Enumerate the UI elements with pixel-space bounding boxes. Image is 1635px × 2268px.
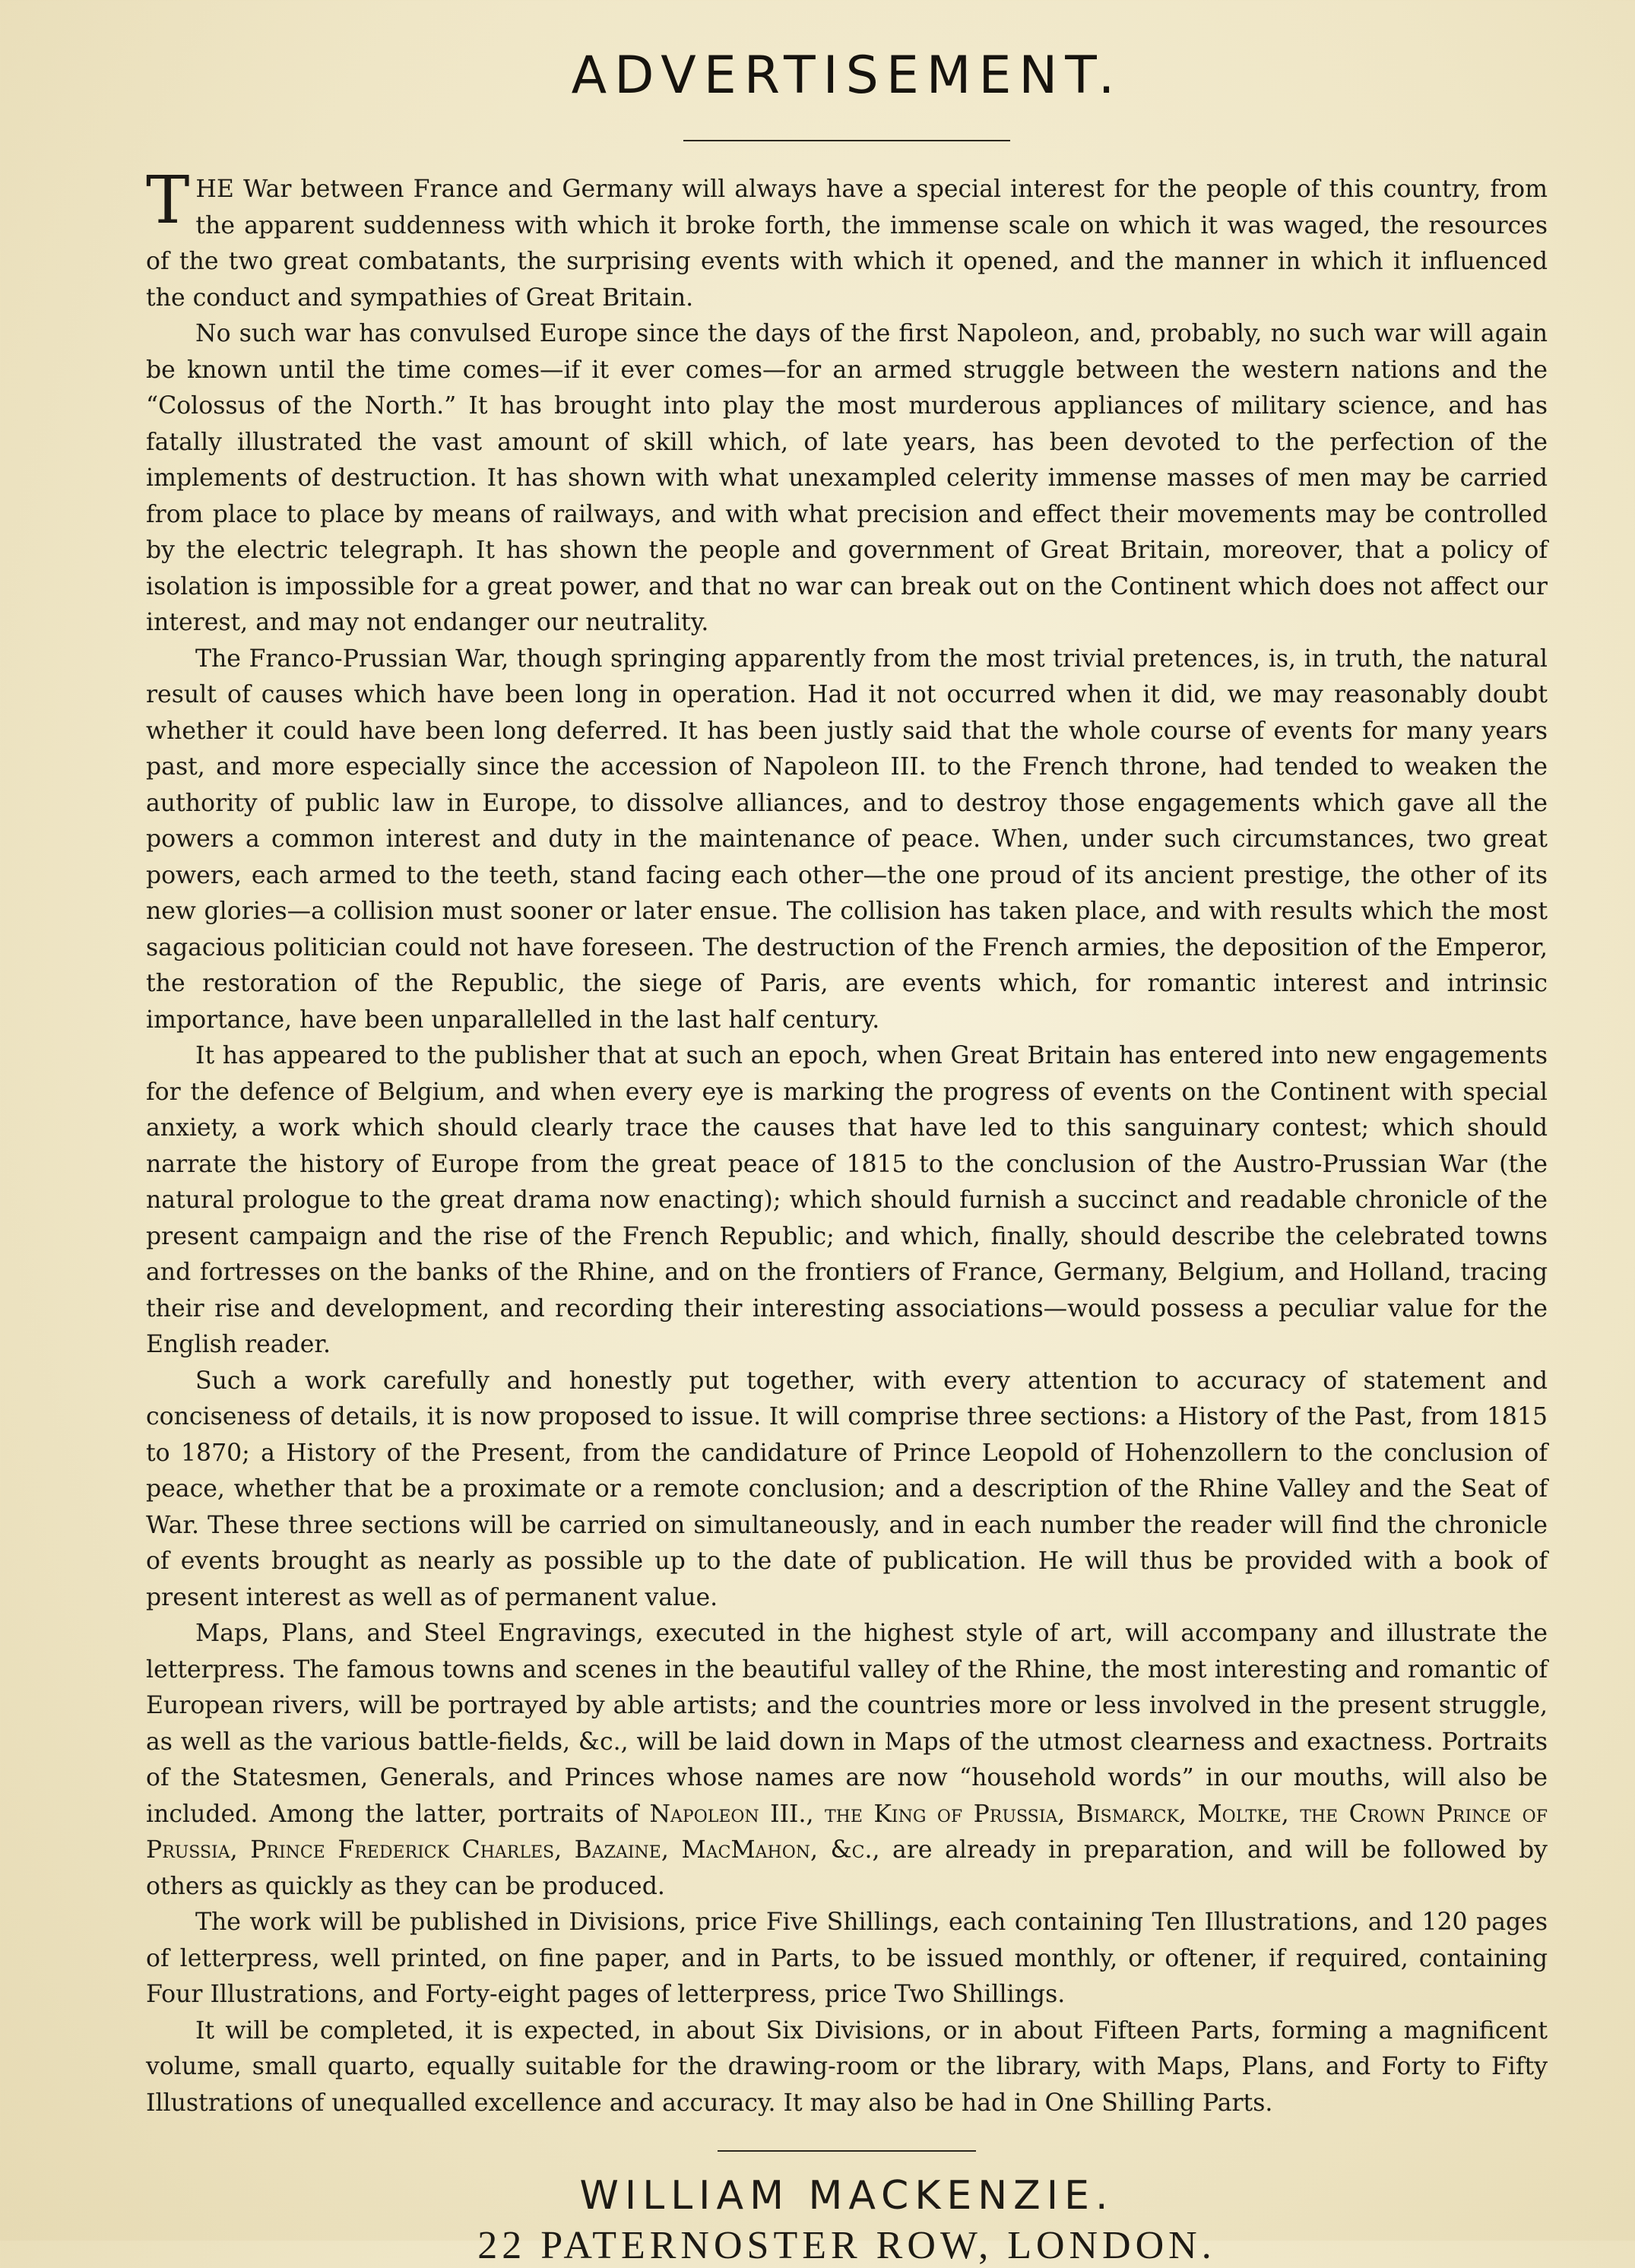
- page-title: ADVERTISEMENT.: [571, 46, 1123, 106]
- paragraph-1: [146, 163, 1548, 316]
- portrait-names: Napoleon III., the King of Prussia, Bismarck, Moltke, the Crown Prince of Prussia, Prince Frederick Charles, Bazaine, MacMahon, &c.: [146, 1800, 1548, 1864]
- footer-rule: [718, 2150, 976, 2152]
- paragraph-6-text-a: Maps, Plans, and Steel Engravings, executed in the highest style of art, will accompany and illustrate the letterpress. The famous towns and scenes in the beautiful valley of the Rhine, the most interesting and romantic of European rivers, will be portrayed by able artists; and the countries more or less involved in the present struggle, as well as the various battle-fields, &c., will be laid down in Maps of the utmost clearness and exactness. Portraits of the Statesmen, Generals, and Princes whose names are now “household words” in our mouths, will also be included. Among the latter, portraits of: [146, 1620, 1548, 1828]
- publisher-address: 22 PATERNOSTER ROW, LONDON.: [477, 2224, 1216, 2267]
- paragraph-7: The work will be published in Divisions, price Five Shillings, each containing Ten Illustrations, and 120 pages of letterpress, well printed, on fine paper, and in Parts, to be issued monthly, or oftener, if required, containing Four Illustrations, and Forty-eight pages of letterpress, price Two Shillings.: [146, 1908, 1548, 2008]
- paragraph-6-text-b: , are already in preparation, and will be followed by others as quickly as they can be produced.: [146, 1836, 1548, 1900]
- advertisement-body: [146, 163, 1548, 2121]
- paragraph-8: It will be completed, it is expected, in about Six Divisions, or in about Fifteen Parts, forming a magnificent volume, small quarto, equally suitable for the drawing-room or the library, with Maps, Plans, and Forty to Fifty Illustrations of unequalled excellence and accuracy. It may also be had in One Shilling Parts.: [146, 2016, 1548, 2117]
- paragraph-6: [146, 1616, 1548, 1905]
- paragraph-2: No such war has convulsed Europe since the days of the first Napoleon, and, probably, no such war will again be known until the time comes—if it ever comes—for an armed struggle between the western nations and the “Colossus of the North.” It has brought into play the most murderous appliances of military science, and has fatally illustrated the vast amount of skill which, of late years, has been devoted to the perfection of the implements of destruction. It has shown with what unexampled celerity immense masses of men may be carried from place to place by means of railways, and with what precision and effect their movements may be controlled by the electric telegraph. It has shown the people and government of Great Britain, moreover, that a policy of isolation is impossible for a great power, and that no war can break out on the Continent which does not affect our interest, and may not endanger our neutrality.: [146, 320, 1548, 636]
- drop-cap: T: [146, 163, 190, 239]
- paragraph-4: It has appeared to the publisher that at such an epoch, when Great Britain has entered into new engagements for the defence of Belgium, and when every eye is marking the progress of events on the Continent with special anxiety, a work which should clearly trace the causes that have led to this sanguinary contest; which should narrate the history of Europe from the great peace of 1815 to the conclusion of the Austro-Prussian War (the natural prologue to the great drama now enacting); which should furnish a succinct and readable chronicle of the present campaign and the rise of the French Republic; and which, finally, should describe the celebrated towns and fortresses on the banks of the Rhine, and on the frontiers of France, Germany, Belgium, and Holland, tracing their rise and development, and recording their interesting associations—would possess a peculiar value for the English reader.: [146, 1042, 1548, 1358]
- title-rule: [683, 140, 1010, 141]
- paragraph-3: The Franco-Prussian War, though springing apparently from the most trivial pretences, is, in truth, the natural result of causes which have been long in operation. Had it not occurred when it did, we may reasonably doubt whether it could have been long deferred. It has been justly said that the whole course of events for many years past, and more especially since the accession of Napoleon III. to the French throne, had tended to weaken the authority of public law in Europe, to dissolve alliances, and to destroy those engagements which gave all the powers a common interest and duty in the maintenance of peace. When, under such circumstances, two great powers, each armed to the teeth, stand facing each other—the one proud of its ancient prestige, the other of its new glories—a collision must sooner or later ensue. The collision has taken place, and with results which the most sagacious politician could not have foreseen. The destruction of the French armies, the deposition of the Emperor, the restoration of the Republic, the siege of Paris, are events which, for romantic interest and intrinsic importance, have been unparallelled in the last half century.: [146, 645, 1548, 1034]
- paragraph-1-text: HE War between France and Germany will always have a special interest for the people of this country, from the apparent suddenness with which it broke forth, the immense scale on which it was waged, the resources of the two great combatants, the surprising events with which it opened, and the manner in which it influenced the conduct and sympathies of Great Britain.: [146, 176, 1548, 312]
- publisher-name: WILLIAM MACKENZIE.: [579, 2173, 1114, 2219]
- paragraph-5: Such a work carefully and honestly put together, with every attention to accuracy of statement and conciseness of details, it is now proposed to issue. It will comprise three sections: a History of the Past, from 1815 to 1870; a History of the Present, from the candidature of Prince Leopold of Hohenzollern to the conclusion of peace, whether that be a proximate or a remote conclusion; and a description of the Rhine Valley and the Seat of War. These three sections will be carried on simultaneously, and in each number the reader will find the chronicle of events brought as nearly as possible up to the date of publication. He will thus be provided with a book of present interest as well as of permanent value.: [146, 1367, 1548, 1611]
